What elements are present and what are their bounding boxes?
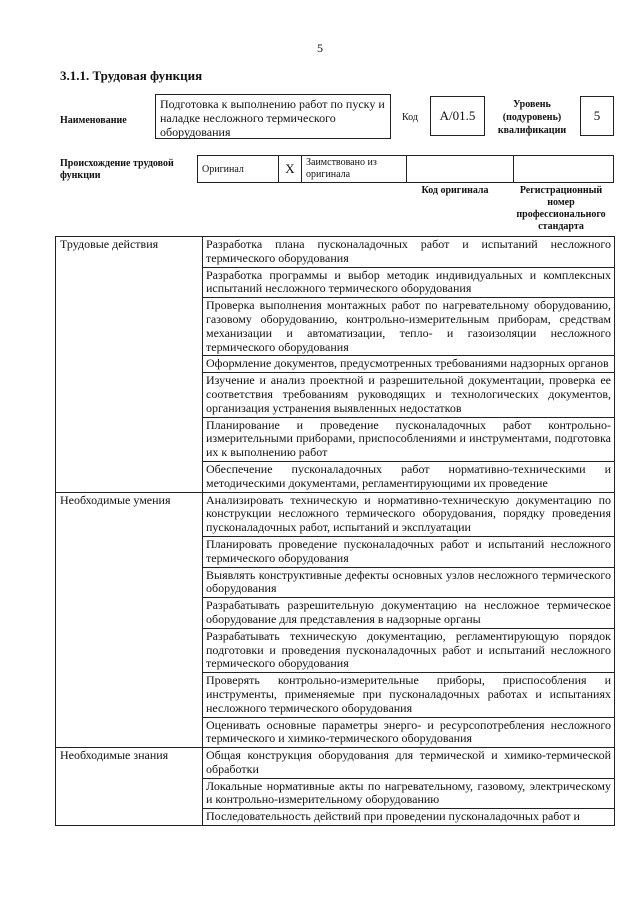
origin-label (60, 158, 195, 182)
reg-number-caption: Регистрационный номер профессионального стандарта (516, 185, 606, 232)
code-box: А/01.5 (430, 96, 485, 136)
original-code-caption: Код оригинала (421, 185, 489, 196)
function-table (55, 236, 615, 826)
table-cell-actions: Разработка программы и выбор методик индивидуальных и комплексных испытаний несложного термического оборудования (203, 267, 615, 298)
table-cell-actions: Проверка выполнения монтажных работ по нагревательному оборудованию, газовому оборудованию, контрольно-измерительным приборам, средствам механизации и автоматизации, тепло- и газоизоляции несложного термического оборудования (203, 298, 615, 356)
origin-label-text: Происхождение трудовой функции (60, 158, 174, 181)
page-number: 5 (317, 41, 323, 55)
borrowed-label: Заимствовано из оригинала (302, 156, 407, 183)
level-box: 5 (580, 96, 614, 136)
table-cell-skills: Оценивать основные параметры энерго- и ресурсопотребления несложного термического и химико-термического оборудования (203, 717, 615, 748)
group-header-actions: Трудовые действия (56, 237, 203, 493)
table-cell-actions: Изучение и анализ проектной и разрешительной документации, проверка ее соответствия требованиям руководящих и технологических документов, организация устранения выявленных недостатков (203, 373, 615, 417)
group-header-skills: Необходимые умения (56, 492, 203, 748)
table-cell-knowledge: Общая конструкция оборудования для термической и химико-термической обработки (203, 748, 615, 779)
origin-table (197, 155, 614, 183)
code-label: Код (402, 112, 418, 123)
reg-number-cell (514, 156, 614, 183)
table-cell-skills: Разрабатывать техническую документацию, регламентирующую порядок подготовки и проведения пусконаладочных работ и испытаний несложного термического оборудования (203, 628, 615, 672)
name-label: Наименование (60, 115, 127, 126)
level-label: Уровень (подуровень) квалификации (497, 99, 567, 136)
table-row (56, 237, 615, 268)
table-cell-actions: Разработка плана пусконаладочных работ и испытаний несложного термического оборудования (203, 237, 615, 268)
group-header-knowledge: Необходимые знания (56, 748, 203, 826)
table-cell-actions: Планирование и проведение пусконаладочных работ контрольно-измерительными приборами, приспособлениями и инструментами, подготовка их к выполнению работ (203, 417, 615, 461)
table-cell-skills: Разрабатывать разрешительную документацию на несложное термическое оборудование для представления в надзорные органы (203, 598, 615, 629)
table-cell-skills: Планировать проведение пусконаладочных работ и испытаний несложного термического оборудования (203, 536, 615, 567)
function-name-box: Подготовка к выполнению работ по пуску и наладке несложного термического оборудования (155, 94, 391, 139)
original-label: Оригинал (198, 156, 279, 183)
table-cell-skills: Анализировать техническую и нормативно-техническую документацию по конструкции несложного термического оборудования, порядку проведения пусконаладочных работ, испытаний и эксплуатации (203, 492, 615, 536)
table-cell-knowledge: Последовательность действий при проведении пусконаладочных работ и (203, 809, 615, 826)
original-mark: X (279, 156, 302, 183)
original-code-cell (407, 156, 514, 183)
section-title: 3.1.1. Трудовая функция (60, 68, 203, 83)
table-cell-actions: Оформление документов, предусмотренных требованиями надзорных органов (203, 356, 615, 373)
table-cell-actions: Обеспечение пусконаладочных работ нормативно-техническими и методическими документами, регламентирующими их проведение (203, 461, 615, 492)
table-row (56, 748, 615, 779)
table-cell-skills: Выявлять конструктивные дефекты основных узлов несложного термического оборудования (203, 567, 615, 598)
table-cell-skills: Проверять контрольно-измерительные приборы, приспособления и инструменты, применяемые при пусконаладочных работах и испытаниях несложного термического оборудования (203, 673, 615, 717)
table-cell-knowledge: Локальные нормативные акты по нагревательному, газовому, электрическому и контрольно-измерительному оборудованию (203, 778, 615, 809)
table-row (56, 492, 615, 536)
